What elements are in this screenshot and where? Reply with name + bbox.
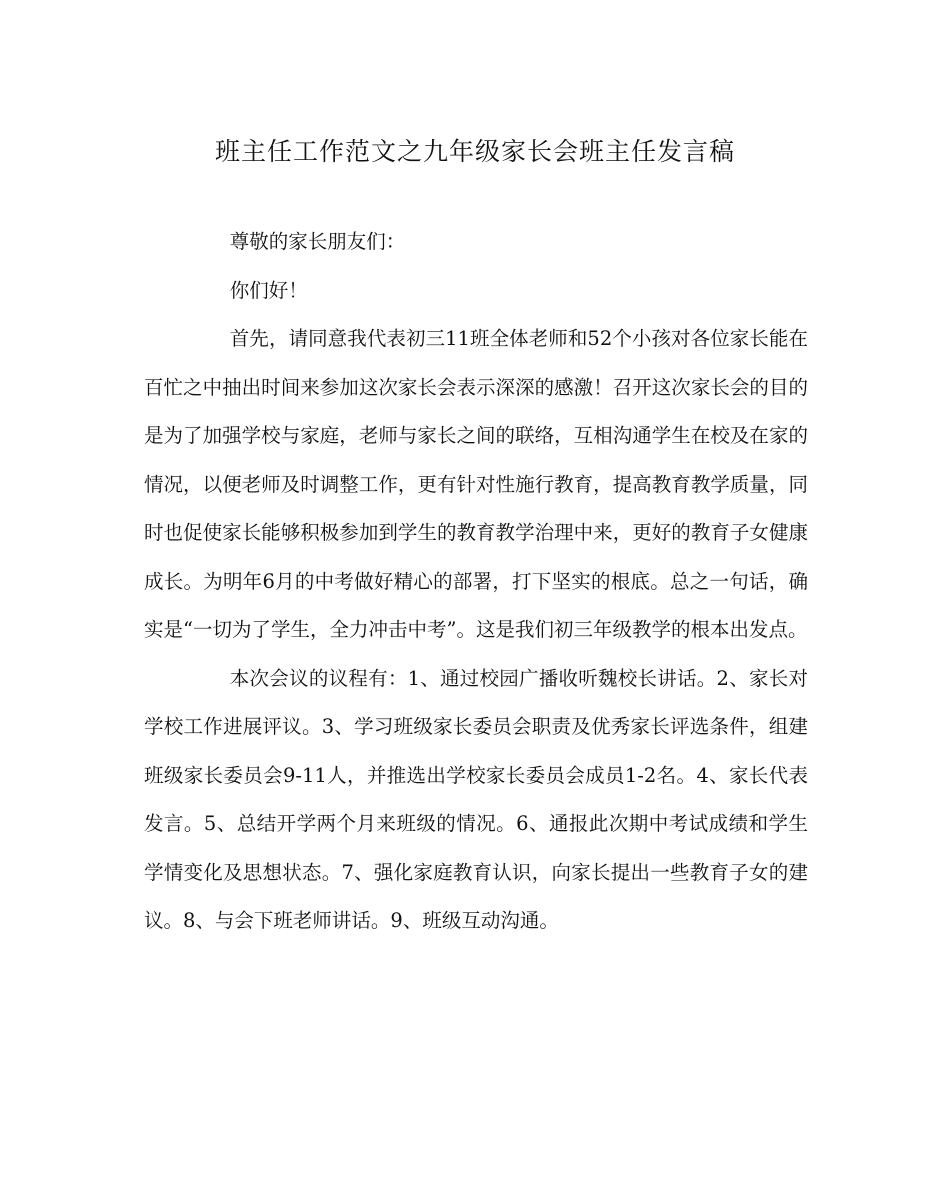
agenda-paragraph: 本次会议的议程有：1、通过校园广播收听魏校长讲话。2、家长对学校工作进展评议。3、学习班级家长委员会职责及优秀家长评选条件，组建班级家长委员会9-11人，并推选出学校家长委员会成员1-2名。4、家长代表发言。5、总结开学两个月来班级的情况。6、通报此次期中考试成绩和学生学情变化及思想状态。7、强化家庭教育认识，向家长提出一些教育子女的建议。8、与会下班老师讲话。9、班级互动沟通。 (144, 666, 808, 932)
document-body (144, 218, 808, 946)
salutation-paragraph: 尊敬的家长朋友们： (229, 230, 406, 253)
intro-paragraph: 首先，请同意我代表初三11班全体老师和52个小孩对各位家长能在百忙之中抽出时间来参加这次家长会表示深深的感激！召开这次家长会的目的是为了加强学校与家庭，老师与家长之间的联络，互相沟通学生在校及在家的情况，以便老师及时调整工作，更有针对性施行教育，提高教育教学质量，同时也促使家长能够积极参加到学生的教育教学治理中来，更好的教育子女健康成长。为明年6月的中考做好精心的部署，打下坚实的根底。总之一句话，确实是“一切为了学生，全力冲击中考”。这是我们初三年级教学的根本出发点。 (144, 327, 808, 641)
document-title: 班主任工作范文之九年级家长会班主任发言稿 (214, 137, 735, 166)
greeting-paragraph: 你们好！ (229, 278, 308, 302)
